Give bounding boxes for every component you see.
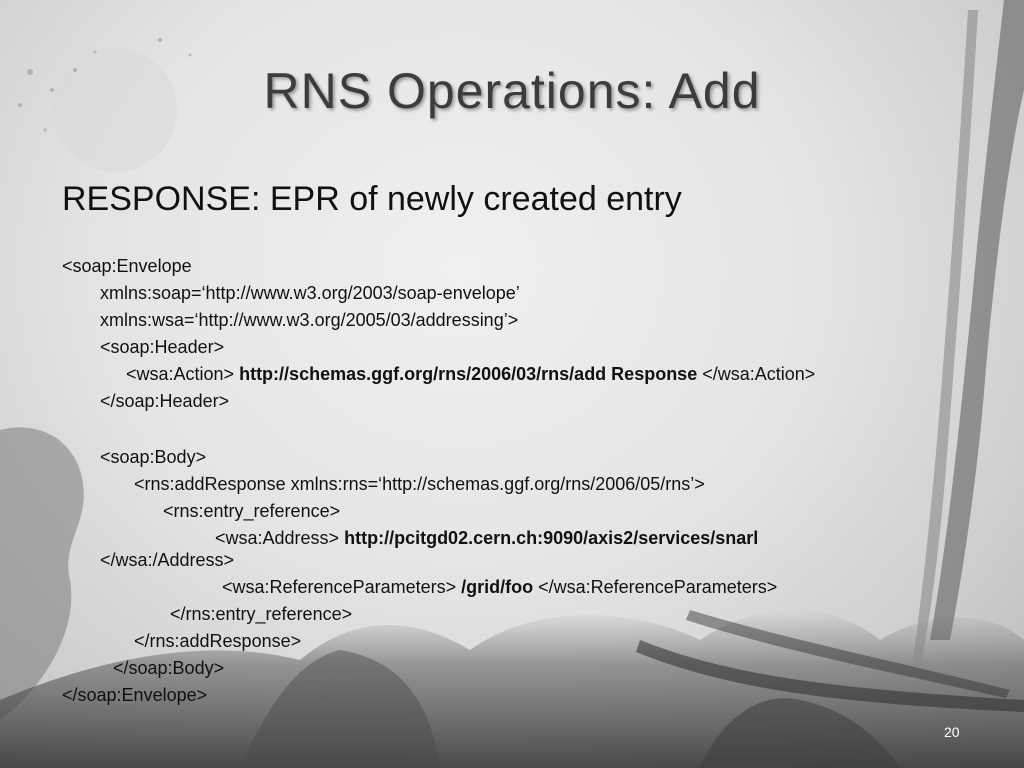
code-tag: </wsa:ReferenceParameters>	[538, 577, 778, 597]
code-line: </wsa:/Address>	[100, 550, 235, 570]
code-line: <soap:Body>	[100, 447, 207, 467]
code-tag: </wsa:Action>	[702, 364, 816, 384]
code-line: xmlns:soap=‘http://www.w3.org/2003/soap-envelope’	[100, 283, 520, 303]
code-line: </rns:addResponse>	[134, 631, 302, 651]
code-value: http://schemas.ggf.org/rns/2006/03/rns/add Response	[239, 364, 698, 384]
slide-subtitle: RESPONSE: EPR of newly created entry	[62, 180, 682, 218]
code-line: xmlns:wsa=‘http://www.w3.org/2005/03/addressing’>	[100, 310, 519, 330]
page-number: 20	[944, 724, 960, 740]
code-line: <soap:Header>	[100, 337, 225, 357]
code-line: </rns:entry_reference>	[170, 604, 353, 624]
code-line	[126, 363, 815, 385]
code-line: </soap:Header>	[100, 391, 230, 411]
code-tag: <wsa:Address>	[215, 528, 340, 548]
code-tag: <wsa:Action>	[126, 364, 235, 384]
slide-title: RNS Operations: Add	[263, 63, 761, 119]
code-line: <rns:addResponse xmlns:rns=‘http://schemas.ggf.org/rns/2006/05/rns’>	[134, 474, 705, 494]
code-line: <rns:entry_reference>	[163, 501, 341, 521]
code-line: </soap:Body>	[113, 658, 225, 678]
code-line	[215, 527, 758, 549]
code-tag: <wsa:ReferenceParameters>	[222, 577, 457, 597]
code-line: </soap:Envelope>	[62, 685, 208, 705]
code-value: /grid/foo	[461, 577, 534, 597]
code-value: http://pcitgd02.cern.ch:9090/axis2/services/snarl	[344, 528, 759, 548]
code-line	[222, 576, 777, 598]
code-line: <soap:Envelope	[62, 256, 192, 276]
